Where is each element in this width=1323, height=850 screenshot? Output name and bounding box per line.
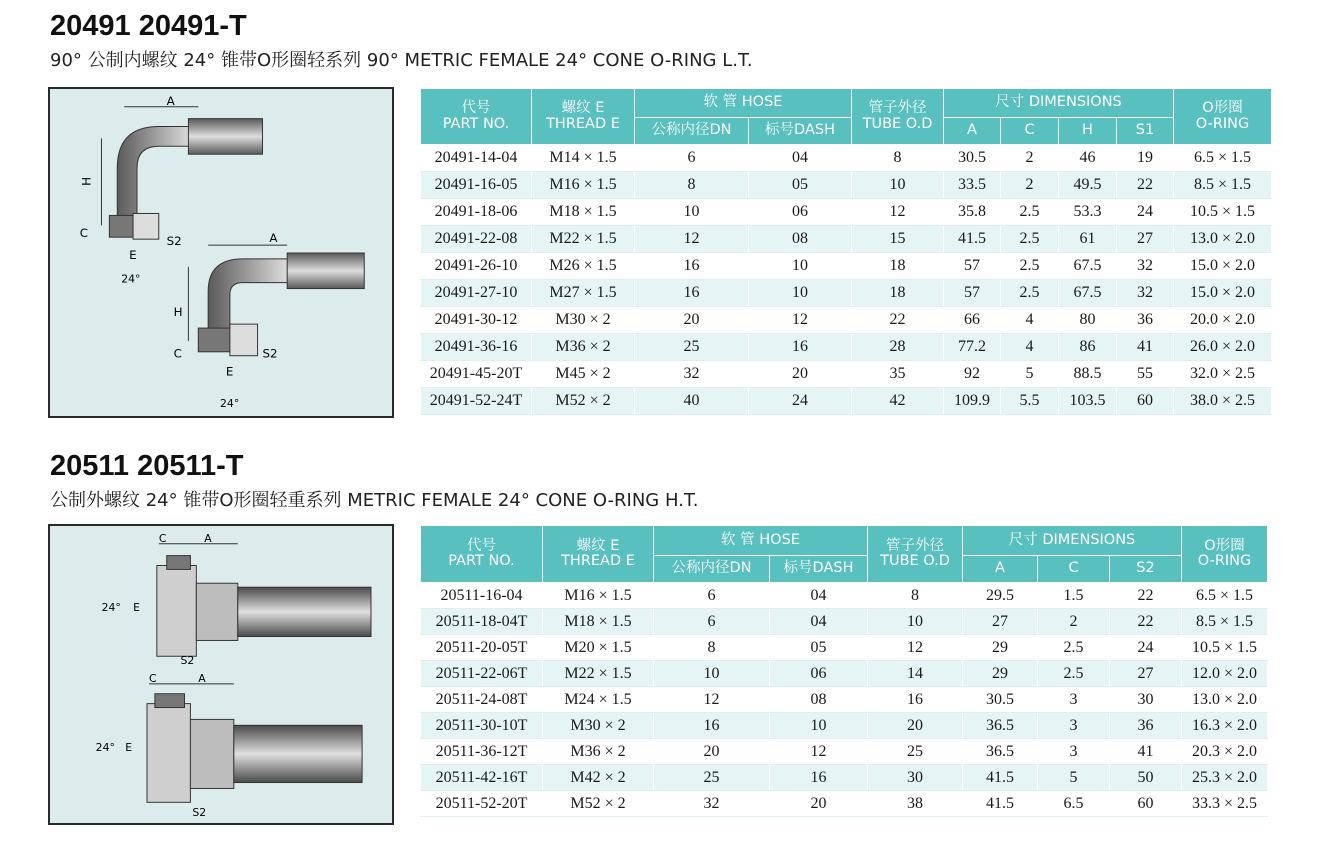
table-cell: 5	[1001, 361, 1059, 388]
table-cell: 2.5	[1001, 280, 1059, 307]
table-cell: 42	[852, 388, 944, 415]
table-cell: 20	[654, 739, 770, 765]
table-cell: 20.3 × 2.0	[1182, 739, 1268, 765]
table-cell: M30 × 2	[543, 713, 654, 739]
table-cell: 103.5	[1059, 388, 1117, 415]
table-cell: 15.0 × 2.0	[1174, 253, 1272, 280]
col-tube-od: 管子外径 TUBE O.D	[868, 526, 963, 583]
table-cell: 10	[635, 199, 749, 226]
table-cell: 20491-45-20T	[421, 361, 532, 388]
svg-text:24°: 24°	[101, 600, 121, 614]
table-cell: 8.5 × 1.5	[1182, 609, 1268, 635]
table-cell: 27	[963, 609, 1038, 635]
table-cell: 16	[749, 334, 852, 361]
table-row	[421, 583, 1268, 609]
table-cell: 20511-30-10T	[421, 713, 543, 739]
table-cell: 20	[749, 361, 852, 388]
col-a: A	[944, 118, 1001, 145]
table-row	[421, 713, 1268, 739]
table-cell: M14 × 1.5	[532, 145, 635, 172]
table-cell: 41.5	[944, 226, 1001, 253]
table-cell: 53.3	[1059, 199, 1117, 226]
table-cell: 8	[852, 145, 944, 172]
table-cell: 16	[654, 713, 770, 739]
table-cell: 25	[868, 739, 963, 765]
table-cell: 6	[654, 609, 770, 635]
table-cell: 32	[635, 361, 749, 388]
table-cell: 20491-26-10	[421, 253, 532, 280]
table-cell: 20511-24-08T	[421, 687, 543, 713]
table-cell: 80	[1059, 307, 1117, 334]
table-cell: 4	[1001, 334, 1059, 361]
table-cell: 36.5	[963, 713, 1038, 739]
svg-text:A: A	[198, 671, 206, 685]
table-cell: 55	[1117, 361, 1174, 388]
table-cell: 60	[1110, 791, 1182, 817]
section2-spec-table	[420, 525, 1268, 817]
col-dash: 标号DASH	[749, 118, 852, 145]
table-cell: 19	[1117, 145, 1174, 172]
table-row	[421, 388, 1272, 415]
svg-text:S2: S2	[262, 346, 278, 361]
table-row	[421, 199, 1272, 226]
table-cell: M42 × 2	[543, 765, 654, 791]
svg-text:A: A	[269, 231, 278, 246]
table-cell: 13.0 × 2.0	[1182, 687, 1268, 713]
table-cell: 77.2	[944, 334, 1001, 361]
table-cell: 38.0 × 2.5	[1174, 388, 1272, 415]
table-cell: 12	[852, 199, 944, 226]
table-cell: 1.5	[1038, 583, 1110, 609]
svg-text:C: C	[148, 671, 157, 685]
table-cell: 24	[1117, 199, 1174, 226]
table-cell: 20491-36-16	[421, 334, 532, 361]
table-cell: M18 × 1.5	[543, 609, 654, 635]
table-cell: 10	[770, 713, 868, 739]
table-cell: 2.5	[1001, 253, 1059, 280]
col-dimensions: 尺寸 DIMENSIONS	[944, 89, 1174, 118]
table-row	[421, 791, 1268, 817]
table-cell: 15	[852, 226, 944, 253]
table-cell: 30.5	[944, 145, 1001, 172]
table-cell: 27	[1117, 226, 1174, 253]
table-cell: 2	[1001, 145, 1059, 172]
table-cell: 88.5	[1059, 361, 1117, 388]
table-row	[421, 172, 1272, 199]
table-row	[421, 307, 1272, 334]
table-cell: 20.0 × 2.0	[1174, 307, 1272, 334]
table-cell: 22	[1117, 172, 1174, 199]
svg-text:E: E	[125, 740, 133, 754]
table-row	[421, 145, 1272, 172]
table-row	[421, 765, 1268, 791]
table-cell: 25	[635, 334, 749, 361]
col-thread: 螺纹 E THREAD E	[532, 89, 635, 145]
table-row	[421, 687, 1268, 713]
table-cell: 16	[635, 253, 749, 280]
table-cell: 33.3 × 2.5	[1182, 791, 1268, 817]
table-cell: M20 × 1.5	[543, 635, 654, 661]
table-cell: 20511-18-04T	[421, 609, 543, 635]
col-o-ring: O形圈 O-RING	[1174, 89, 1272, 145]
svg-text:24°: 24°	[220, 397, 240, 411]
table-row	[421, 739, 1268, 765]
section1-spec-table	[420, 88, 1272, 415]
table-cell: 16	[635, 280, 749, 307]
table-cell: 8.5 × 1.5	[1174, 172, 1272, 199]
table-cell: 32	[1117, 253, 1174, 280]
table-cell: 35.8	[944, 199, 1001, 226]
section2-title: 20511 20511-T	[50, 450, 244, 482]
table-cell: 49.5	[1059, 172, 1117, 199]
table-cell: 10	[749, 280, 852, 307]
col-o-ring: O形圈 O-RING	[1182, 526, 1268, 583]
table-cell: 8	[654, 635, 770, 661]
table-cell: 10	[852, 172, 944, 199]
table-cell: 20491-52-24T	[421, 388, 532, 415]
table-cell: M45 × 2	[532, 361, 635, 388]
table-cell: 12	[749, 307, 852, 334]
table-cell: 24	[1110, 635, 1182, 661]
table-cell: 6.5	[1038, 791, 1110, 817]
table-cell: 29	[963, 635, 1038, 661]
col-tube-od: 管子外径 TUBE O.D	[852, 89, 944, 145]
table-row	[421, 609, 1268, 635]
svg-text:24°: 24°	[121, 272, 141, 286]
table-cell: M36 × 2	[543, 739, 654, 765]
table-cell: 3	[1038, 713, 1110, 739]
table-cell: 6	[654, 583, 770, 609]
table-cell: 27	[1110, 661, 1182, 687]
table-cell: 18	[852, 280, 944, 307]
col-c: C	[1001, 118, 1059, 145]
svg-text:A: A	[166, 93, 175, 108]
section2-subtitle: 公制外螺纹 24° 锥带O形圈轻重系列 METRIC FEMALE 24° CONE O-RING H.T.	[50, 490, 699, 511]
section2-fitting-drawing	[48, 524, 394, 825]
table-cell: 10	[868, 609, 963, 635]
col-hose: 软 管 HOSE	[635, 89, 852, 118]
table-cell: 30	[1110, 687, 1182, 713]
table-cell: 20491-18-06	[421, 199, 532, 226]
table-cell: 12	[868, 635, 963, 661]
svg-text:S2: S2	[192, 806, 207, 820]
table-cell: 14	[868, 661, 963, 687]
table-cell: 36	[1110, 713, 1182, 739]
table-row	[421, 661, 1268, 687]
table-cell: 20	[770, 791, 868, 817]
table-cell: 6	[635, 145, 749, 172]
section1-subtitle: 90° 公制内螺纹 24° 锥带O形圈轻系列 90° METRIC FEMALE 24° CONE O-RING L.T.	[50, 50, 753, 71]
table-cell: 12	[770, 739, 868, 765]
table-cell: 20511-52-20T	[421, 791, 543, 817]
table-cell: M24 × 1.5	[543, 687, 654, 713]
table-cell: 2.5	[1038, 635, 1110, 661]
col-part-no: 代号 PART NO.	[421, 89, 532, 145]
table-cell: 50	[1110, 765, 1182, 791]
table-cell: 30.5	[963, 687, 1038, 713]
svg-text:C: C	[158, 531, 167, 545]
table-row	[421, 334, 1272, 361]
table-cell: M18 × 1.5	[532, 199, 635, 226]
table-cell: 20491-30-12	[421, 307, 532, 334]
table-cell: M16 × 1.5	[532, 172, 635, 199]
col-dn: 公称内径DN	[635, 118, 749, 145]
table-cell: 20511-16-04	[421, 583, 543, 609]
table-cell: 86	[1059, 334, 1117, 361]
col-h: H	[1059, 118, 1117, 145]
col-dn: 公称内径DN	[654, 556, 770, 583]
elbow-fitting-diagram	[50, 89, 392, 416]
table-cell: 3	[1038, 687, 1110, 713]
table-cell: 20	[635, 307, 749, 334]
svg-text:C: C	[79, 226, 89, 241]
table-cell: 109.9	[944, 388, 1001, 415]
svg-text:H: H	[173, 305, 183, 320]
table-cell: 46	[1059, 145, 1117, 172]
table-cell: 29.5	[963, 583, 1038, 609]
table-cell: 04	[749, 145, 852, 172]
table-cell: 29	[963, 661, 1038, 687]
table-cell: 41	[1110, 739, 1182, 765]
table-cell: 20511-36-12T	[421, 739, 543, 765]
table-cell: 20491-16-05	[421, 172, 532, 199]
table-cell: 05	[770, 635, 868, 661]
table-cell: 04	[770, 609, 868, 635]
table-row	[421, 361, 1272, 388]
table-cell: 16	[770, 765, 868, 791]
table-cell: 38	[868, 791, 963, 817]
table-cell: 57	[944, 253, 1001, 280]
table-cell: 2.5	[1001, 226, 1059, 253]
table-cell: M52 × 2	[543, 791, 654, 817]
table-cell: 2	[1038, 609, 1110, 635]
table-cell: 20	[868, 713, 963, 739]
table-cell: 57	[944, 280, 1001, 307]
table-cell: M36 × 2	[532, 334, 635, 361]
col-s1: S1	[1117, 118, 1174, 145]
table-cell: M16 × 1.5	[543, 583, 654, 609]
table-cell: 16.3 × 2.0	[1182, 713, 1268, 739]
straight-fitting-diagram	[50, 526, 392, 823]
table-cell: 8	[868, 583, 963, 609]
table-cell: 61	[1059, 226, 1117, 253]
col-dimensions: 尺寸 DIMENSIONS	[963, 526, 1182, 556]
table-cell: 32	[654, 791, 770, 817]
svg-text:S2: S2	[180, 654, 195, 668]
svg-text:A: A	[204, 531, 212, 545]
table-cell: 8	[635, 172, 749, 199]
table-cell: M52 × 2	[532, 388, 635, 415]
table-cell: 6.5 × 1.5	[1182, 583, 1268, 609]
table-cell: 22	[1110, 583, 1182, 609]
svg-text:E: E	[133, 600, 141, 614]
table-cell: 20511-22-06T	[421, 661, 543, 687]
table-cell: M22 × 1.5	[543, 661, 654, 687]
table-cell: 20491-27-10	[421, 280, 532, 307]
table-cell: 66	[944, 307, 1001, 334]
svg-text:H: H	[79, 176, 94, 186]
table-cell: 20511-20-05T	[421, 635, 543, 661]
table-cell: 12	[654, 687, 770, 713]
table-cell: 3	[1038, 739, 1110, 765]
section1-table-body	[421, 145, 1272, 415]
table-cell: 22	[852, 307, 944, 334]
table-cell: 32.0 × 2.5	[1174, 361, 1272, 388]
table-cell: 22	[1110, 609, 1182, 635]
table-cell: 30	[868, 765, 963, 791]
table-cell: 15.0 × 2.0	[1174, 280, 1272, 307]
table-row	[421, 253, 1272, 280]
table-cell: 13.0 × 2.0	[1174, 226, 1272, 253]
table-cell: 04	[770, 583, 868, 609]
table-cell: 2.5	[1001, 199, 1059, 226]
table-cell: 41.5	[963, 765, 1038, 791]
svg-text:24°: 24°	[95, 740, 115, 754]
col-s2: S2	[1110, 556, 1182, 583]
table-cell: 41	[1117, 334, 1174, 361]
table-cell: 10.5 × 1.5	[1174, 199, 1272, 226]
col-a: A	[963, 556, 1038, 583]
table-cell: 35	[852, 361, 944, 388]
table-cell: 28	[852, 334, 944, 361]
table-cell: 36.5	[963, 739, 1038, 765]
svg-text:S2: S2	[166, 234, 182, 249]
table-cell: 25.3 × 2.0	[1182, 765, 1268, 791]
table-cell: 67.5	[1059, 253, 1117, 280]
section1-title: 20491 20491-T	[50, 10, 247, 42]
table-cell: 05	[749, 172, 852, 199]
svg-text:E: E	[225, 364, 234, 379]
table-cell: 32	[1117, 280, 1174, 307]
table-cell: 26.0 × 2.0	[1174, 334, 1272, 361]
table-cell: 6.5 × 1.5	[1174, 145, 1272, 172]
table-cell: 16	[868, 687, 963, 713]
table-cell: 92	[944, 361, 1001, 388]
table-cell: 2	[1001, 172, 1059, 199]
table-cell: 40	[635, 388, 749, 415]
table-cell: 10	[654, 661, 770, 687]
table-cell: 24	[749, 388, 852, 415]
table-cell: 20511-42-16T	[421, 765, 543, 791]
table-cell: 2.5	[1038, 661, 1110, 687]
section2-table-body	[421, 583, 1268, 817]
svg-text:E: E	[129, 247, 137, 262]
table-cell: 08	[770, 687, 868, 713]
table-cell: M30 × 2	[532, 307, 635, 334]
table-cell: M27 × 1.5	[532, 280, 635, 307]
table-cell: 33.5	[944, 172, 1001, 199]
table-row	[421, 226, 1272, 253]
col-dash: 标号DASH	[770, 556, 868, 583]
col-part-no: 代号 PART NO.	[421, 526, 543, 583]
section1-fitting-drawing	[48, 87, 394, 418]
col-c: C	[1038, 556, 1110, 583]
table-cell: 12	[635, 226, 749, 253]
table-cell: M26 × 1.5	[532, 253, 635, 280]
table-cell: 18	[852, 253, 944, 280]
table-row	[421, 635, 1268, 661]
svg-text:C: C	[173, 346, 182, 361]
col-thread: 螺纹 E THREAD E	[543, 526, 654, 583]
table-cell: 36	[1117, 307, 1174, 334]
table-cell: 5	[1038, 765, 1110, 791]
table-cell: 10.5 × 1.5	[1182, 635, 1268, 661]
table-cell: 12.0 × 2.0	[1182, 661, 1268, 687]
table-row	[421, 280, 1272, 307]
table-cell: 5.5	[1001, 388, 1059, 415]
table-cell: 41.5	[963, 791, 1038, 817]
col-hose: 软 管 HOSE	[654, 526, 868, 556]
table-cell: M22 × 1.5	[532, 226, 635, 253]
table-cell: 4	[1001, 307, 1059, 334]
table-cell: 67.5	[1059, 280, 1117, 307]
table-cell: 06	[770, 661, 868, 687]
table-cell: 08	[749, 226, 852, 253]
table-cell: 06	[749, 199, 852, 226]
table-cell: 25	[654, 765, 770, 791]
table-cell: 60	[1117, 388, 1174, 415]
table-cell: 20491-14-04	[421, 145, 532, 172]
table-cell: 20491-22-08	[421, 226, 532, 253]
table-cell: 10	[749, 253, 852, 280]
